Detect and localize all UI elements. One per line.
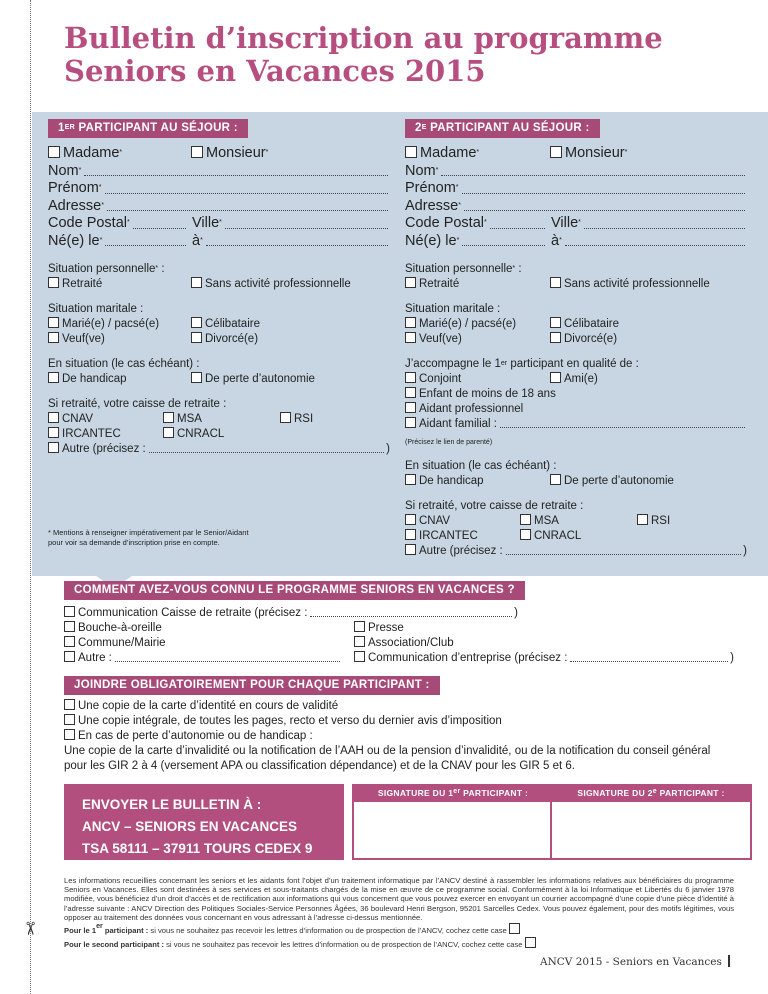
participant1-form: Madame* Monsieur* Nom* Prénom* Adresse* Code Postal* Ville* Né(e) le* à* Situation personnelle* : Retraité Sans activité professionnelle Situation maritale : Marié(e) / pacsé(e) Célibataire Veuf(ve) Divorcé(e) En situation (le cas échéant) : De handicap De perte d’autonomie Si retraité, votre caisse de retraite : CNAV MSA RSI IRCANTEC CNRACL Autre (précisez : ) bbox=[48, 145, 390, 455]
p2-aidant-familial-field[interactable]: Aidant familial : bbox=[405, 417, 747, 432]
p2-retraite-checkbox[interactable]: Retraité bbox=[405, 277, 459, 292]
connu-entreprise-field[interactable]: Communication d’entreprise (précisez : ) bbox=[354, 651, 734, 666]
p2-prenom-field[interactable]: Prénom* bbox=[405, 180, 747, 198]
p2-conjoint-checkbox[interactable]: Conjoint bbox=[405, 372, 461, 387]
p1-situation-personnelle-label: Situation personnelle bbox=[48, 263, 156, 275]
p2-madame-checkbox[interactable]: Madame* bbox=[405, 145, 479, 163]
p1-divorce-checkbox[interactable]: Divorcé(e) bbox=[191, 332, 258, 347]
p2-ne-le-field[interactable]: Né(e) le* bbox=[405, 233, 547, 251]
connu-header: COMMENT AVEZ-VOUS CONNU LE PROGRAMME SENIORS EN VACANCES ? bbox=[64, 581, 525, 600]
p2-situation-personnelle-label: Situation personnelle bbox=[405, 263, 513, 275]
joindre-imposition-checkbox[interactable]: Une copie intégrale, de toutes les pages, recto et verso du dernier avis d’imposition bbox=[64, 714, 744, 729]
p2-sans-activite-checkbox[interactable]: Sans activité professionnelle bbox=[550, 277, 710, 292]
p2-aidant-pro-checkbox[interactable]: Aidant professionnel bbox=[405, 402, 747, 417]
p2-ville-field[interactable]: Ville* bbox=[551, 215, 747, 233]
title-line-2: Seniors en Vacances 2015 bbox=[64, 54, 486, 88]
p2-divorce-checkbox[interactable]: Divorcé(e) bbox=[550, 332, 617, 347]
p1-cnracl-checkbox[interactable]: CNRACL bbox=[163, 427, 224, 442]
p2-ircantec-checkbox[interactable]: IRCANTEC bbox=[405, 529, 478, 544]
optout-2-checkbox[interactable] bbox=[525, 937, 536, 948]
envoyer-box: ENVOYER LE BULLETIN À : ANCV – SENIORS EN VACANCES TSA 58111 – 37911 TOURS CEDEX 9 bbox=[64, 784, 344, 860]
p1-adresse-field[interactable]: Adresse* bbox=[48, 198, 390, 216]
p1-en-situation-label: En situation (le cas échéant) : bbox=[48, 358, 200, 370]
p2-enfant-checkbox[interactable]: Enfant de moins de 18 ans bbox=[405, 387, 747, 402]
p1-nom-field[interactable]: Nom* bbox=[48, 163, 390, 181]
p1-rsi-checkbox[interactable]: RSI bbox=[280, 412, 313, 427]
scissors-icon: ✂ bbox=[20, 920, 41, 937]
p1-veuf-checkbox[interactable]: Veuf(ve) bbox=[48, 332, 105, 347]
connu-commune-checkbox[interactable]: Commune/Mairie bbox=[64, 636, 166, 651]
legal-notice: Les informations recueillies concernant les seniors et les aidants font l’objet d’un traitement informatique par l’ANCV destiné à rassembler les informations relatives aux bénéficiaires du programme Seniors en Vacances. Elles sont destinées à ses services et sous-traitants chargés de la mise en œuvre de ce programme social. Conformément à la loi Informatique et Libertés du 6 janvier 1978 modifiée, vous bénéficiez d’un droit d’accès et de rectification aux informations qui vous concernent que vous pouvez exercer en envoyant un courrier accompagné d’une copie d’une pièce d’identité à l’adresse suivante : ANCV Direction des Politiques Sociales-Service Personnes Âgées, 36 boulevard Henri Bergson, 95201 Sarcelles Cedex. Vous pouvez également, pour des motifs légitimes, vous opposer au traitement des données vous concernant en vous adressant à l’adresse ci-dessus mentionnée. Pour le 1er participant : si vous ne souhaitez pas recevoir les lettres d’information ou de prospection de l’ANCV, cochez cette case Pour le second participant : si vous ne souhaitez pas recevoir les lettres d’information ou de prospection de l’ANCV, cochez cette case bbox=[64, 876, 734, 950]
p1-marie-checkbox[interactable]: Marié(e) / pacsé(e) bbox=[48, 317, 159, 332]
p1-madame-checkbox[interactable]: Madame* bbox=[48, 145, 122, 163]
p2-precisez-lien-label: (Précisez le lien de parenté) bbox=[405, 439, 493, 446]
p1-lieu-field[interactable]: à* bbox=[192, 233, 390, 251]
joindre-paragraph-2: pour les GIR 2 à 4 (versement APA ou classification dépendance) et de la CNAV pour les GIR 5 et 6. bbox=[64, 760, 575, 772]
p1-ircantec-checkbox[interactable]: IRCANTEC bbox=[48, 427, 121, 442]
joindre-identite-checkbox[interactable]: Une copie de la carte d’identité en cours de validité bbox=[64, 699, 744, 714]
mentions-note: * Mentions à renseigner impérativement par le Senior/Aidant pour voir sa demande d’inscription prise en compte. bbox=[48, 528, 249, 547]
p2-celibataire-checkbox[interactable]: Célibataire bbox=[550, 317, 619, 332]
signature-box-1[interactable]: SIGNATURE DU 1er PARTICIPANT : bbox=[352, 784, 554, 860]
p2-cnav-checkbox[interactable]: CNAV bbox=[405, 514, 450, 529]
p2-ami-checkbox[interactable]: Ami(e) bbox=[550, 372, 598, 387]
optout-1-checkbox[interactable] bbox=[509, 923, 520, 934]
p1-prenom-field[interactable]: Prénom* bbox=[48, 180, 390, 198]
p2-nom-field[interactable]: Nom* bbox=[405, 163, 747, 181]
p1-situation-maritale-label: Situation maritale : bbox=[48, 303, 144, 315]
joindre-paragraph-1: Une copie de la carte d’invalidité ou la notification de l’AAH ou de la pension d’invalidité, ou de la notification du conseil général bbox=[64, 745, 711, 757]
p1-msa-checkbox[interactable]: MSA bbox=[163, 412, 202, 427]
p1-autonomie-checkbox[interactable]: De perte d’autonomie bbox=[191, 372, 315, 387]
p1-cnav-checkbox[interactable]: CNAV bbox=[48, 412, 93, 427]
p1-sans-activite-checkbox[interactable]: Sans activité professionnelle bbox=[191, 277, 351, 292]
cut-line bbox=[30, 0, 31, 994]
connu-presse-checkbox[interactable]: Presse bbox=[354, 621, 404, 636]
p1-autre-caisse-field[interactable]: Autre (précisez : ) bbox=[48, 442, 390, 457]
p1-celibataire-checkbox[interactable]: Célibataire bbox=[191, 317, 260, 332]
p2-rsi-checkbox[interactable]: RSI bbox=[637, 514, 670, 529]
title-line-1: Bulletin d’inscription au programme bbox=[64, 21, 663, 55]
participant1-header: 1ER PARTICIPANT AU SÉJOUR : bbox=[48, 119, 248, 138]
p2-autonomie-checkbox[interactable]: De perte d’autonomie bbox=[550, 474, 674, 489]
connu-section bbox=[64, 606, 734, 666]
p2-msa-checkbox[interactable]: MSA bbox=[520, 514, 559, 529]
p2-monsieur-checkbox[interactable]: Monsieur* bbox=[550, 145, 627, 163]
p2-handicap-checkbox[interactable]: De handicap bbox=[405, 474, 484, 489]
p2-marie-checkbox[interactable]: Marié(e) / pacsé(e) bbox=[405, 317, 516, 332]
p2-en-situation-label: En situation (le cas échéant) : bbox=[405, 460, 557, 472]
p2-lieu-field[interactable]: à* bbox=[551, 233, 747, 251]
joindre-section bbox=[64, 699, 744, 774]
p2-accompagne-label: J’accompagne le 1er participant en qualité de : bbox=[405, 358, 639, 370]
page-footer: ANCV 2015 - Seniors en Vacances bbox=[540, 955, 730, 968]
connu-autre-field[interactable]: Autre : bbox=[64, 651, 342, 666]
p2-code-postal-field[interactable]: Code Postal* bbox=[405, 215, 547, 233]
signature-box-2[interactable]: SIGNATURE DU 2e PARTICIPANT : bbox=[550, 784, 752, 860]
connu-association-checkbox[interactable]: Association/Club bbox=[354, 636, 454, 651]
p1-monsieur-checkbox[interactable]: Monsieur* bbox=[191, 145, 268, 163]
p1-handicap-checkbox[interactable]: De handicap bbox=[48, 372, 127, 387]
page-title bbox=[64, 22, 663, 88]
connu-bouche-checkbox[interactable]: Bouche-à-oreille bbox=[64, 621, 162, 636]
joindre-header: JOINDRE OBLIGATOIREMENT POUR CHAQUE PARTICIPANT : bbox=[64, 676, 440, 695]
participant2-form: Madame* Monsieur* Nom* Prénom* Adresse* Code Postal* Ville* Né(e) le* à* Situation personnelle* : Retraité Sans activité professionnelle Situation maritale : Marié(e) / pacsé(e) Célibataire Veuf(ve) Divorcé(e) J’accompagne le 1er participant en qualité de : Conjoint Ami(e) Enfant de moins de 18 ans Aidant professionnel Aidant familial : (Précisez le lien de parenté) En situation (le cas échéant) : De handicap De perte d’autonomie Si retraité, votre caisse de retraite : CNAV MSA RSI IRCANTEC CNRACL Autre (précisez : ) bbox=[405, 145, 747, 557]
p1-retraite-checkbox[interactable]: Retraité bbox=[48, 277, 102, 292]
p2-cnracl-checkbox[interactable]: CNRACL bbox=[520, 529, 581, 544]
p2-adresse-field[interactable]: Adresse* bbox=[405, 198, 747, 216]
participant2-header: $2^E$ PARTICIPANT AU SÉJOUR : bbox=[405, 119, 600, 138]
p2-autre-caisse-field[interactable]: Autre (précisez : ) bbox=[405, 544, 747, 559]
p2-caisse-label: Si retraité, votre caisse de retraite : bbox=[405, 500, 584, 512]
p1-code-postal-field[interactable]: Code Postal* bbox=[48, 215, 188, 233]
joindre-autonomie-checkbox[interactable]: En cas de perte d’autonomie ou de handicap : bbox=[64, 729, 744, 744]
p2-situation-maritale-label: Situation maritale : bbox=[405, 303, 501, 315]
p1-ne-le-field[interactable]: Né(e) le* bbox=[48, 233, 188, 251]
connu-caisse-field[interactable]: Communication Caisse de retraite (précisez : ) bbox=[64, 606, 518, 621]
p2-veuf-checkbox[interactable]: Veuf(ve) bbox=[405, 332, 462, 347]
p1-ville-field[interactable]: Ville* bbox=[192, 215, 390, 233]
p1-caisse-label: Si retraité, votre caisse de retraite : bbox=[48, 398, 227, 410]
